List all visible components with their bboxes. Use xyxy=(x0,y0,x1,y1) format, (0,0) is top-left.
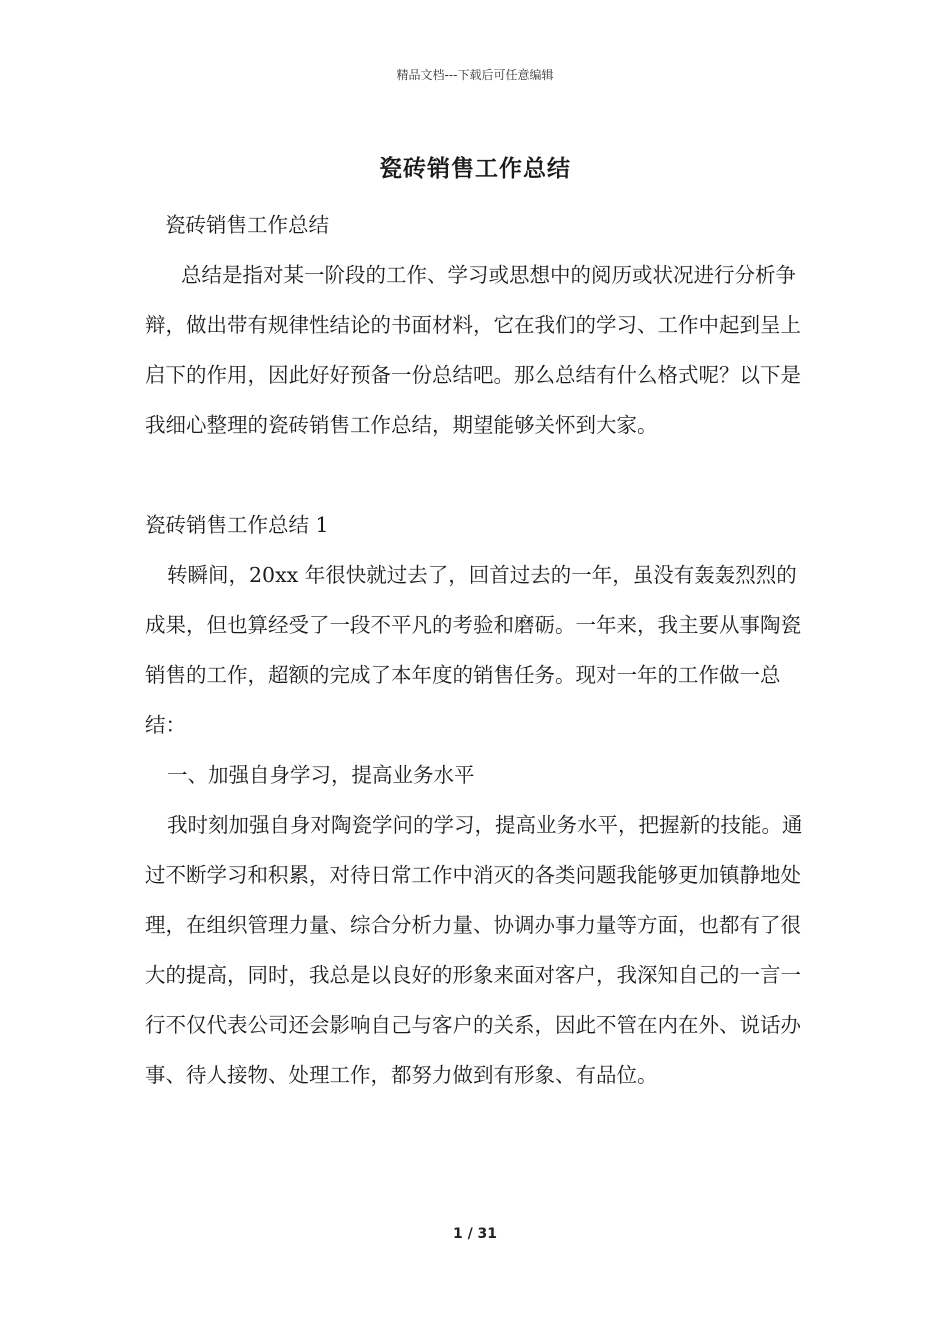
section-heading: 一、加强自身学习，提高业务水平 xyxy=(167,763,475,787)
document-title: 瓷砖销售工作总结 xyxy=(379,155,571,182)
document-subtitle: 瓷砖销售工作总结 xyxy=(165,213,329,237)
document-body xyxy=(145,200,807,1100)
page-header: 精品文档---下载后可任意编辑 xyxy=(396,68,554,82)
body-paragraph: 我时刻加强自身对陶瓷学问的学习，提高业务水平，把握新的技能。通过不断学习和积累，对待日常工作中消灭的各类问题我能够更加镇静地处理，在组织管理力量、综合分析力量、协调办事力量等方面，也都有了很大的提高，同时，我总是以良好的形象来面对客户，我深知自己的一言一行不仅代表公司还会影响自己与客户的关系，因此不管在内在外、说话办事、待人接物、处理工作，都努力做到有形象、有品位。 xyxy=(145,813,803,1087)
section-title: 瓷砖销售工作总结 1 xyxy=(145,513,329,537)
body-paragraph: 转瞬间，20xx 年很快就过去了，回首过去的一年，虽没有轰轰烈烈的成果，但也算经受了一段不平凡的考验和磨砺。一年来，我主要从事陶瓷销售的工作，超额的完成了本年度的销售任务。现对一年的工作做一总结： xyxy=(145,563,801,737)
page-number: 1 / 31 xyxy=(452,1226,498,1242)
intro-paragraph: 总结是指对某一阶段的工作、学习或思想中的阅历或状况进行分析争辩，做出带有规律性结论的书面材料，它在我们的学习、工作中起到呈上启下的作用，因此好好预备一份总结吧。那么总结有什么格式呢？以下是我细心整理的瓷砖销售工作总结，期望能够关怀到大家。 xyxy=(145,263,801,437)
